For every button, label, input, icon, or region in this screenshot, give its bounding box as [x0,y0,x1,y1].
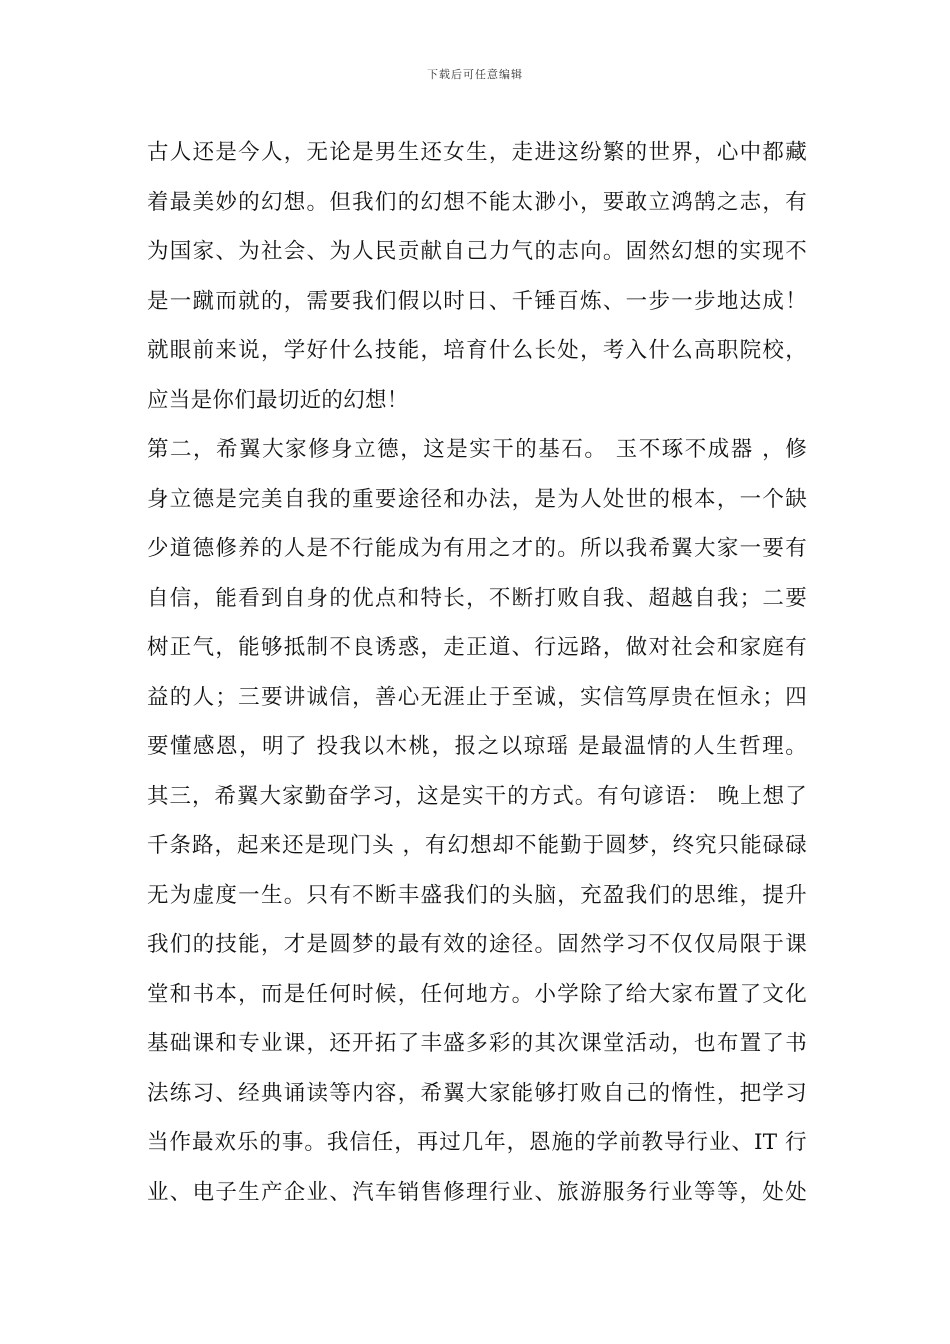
text-line: 为国家、为社会、为人民贡献自己力气的志向。固然幻想的实现不 [147,239,807,264]
text-line: 自信，能看到自身的优点和特长，不断打败自我、超越自我；二要 [147,585,807,611]
text-line: 着最美妙的幻想。但我们的幻想不能太渺小，要敢立鸿鹄之志，有 [147,189,807,215]
text-line: 其三，希翼大家勤奋学习，这是实干的方式。有句谚语： 晚上想了 [147,783,807,809]
text-line: 是一蹴而就的，需要我们假以时日、千锤百炼、一步一步地达成！ [147,288,807,314]
text-line: 古人还是今人，无论是男生还女生，走进这纷繁的世界，心中都藏 [147,140,807,165]
text-line: 堂和书本，而是任何时候，任何地方。小学除了给大家布置了文化 [147,981,807,1007]
text-line: 少道德修养的人是不行能成为有用之才的。所以我希翼大家一要有 [147,536,807,561]
text-line: 益的人；三要讲诚信，善心无涯止于至诚，实信笃厚贵在恒永；四 [147,684,807,710]
text-line: 业、电子生产企业、汽车销售修理行业、旅游服务行业等等，处处 [147,1179,807,1205]
text-line: 我们的技能，才是圆梦的最有效的途径。固然学习不仅仅局限于课 [147,932,807,957]
text-line: 就眼前来说，学好什么技能，培育什么长处，考入什么高职院校， [147,338,807,363]
body-text [147,128,807,1217]
text-line: 应当是你们最切近的幻想！ [147,387,409,413]
text-line: 法练习、经典诵读等内容，希翼大家能够打败自己的惰性，把学习 [147,1080,807,1106]
text-line: 千条路，起来还是现门头 ，有幻想却不能勤于圆梦，终究只能碌碌 [147,833,807,858]
text-line: 树正气，能够抵制不良诱惑，走正道、行远路，做对社会和家庭有 [147,635,807,660]
text-line: 身立德是完美自我的重要途径和办法，是为人处世的根本，一个缺 [147,486,807,512]
text-line: 当作最欢乐的事。我信任，再过几年，恩施的学前教导行业、IT 行 [147,1130,807,1155]
text-line: 基础课和专业课，还开拓了丰盛多彩的其次课堂活动，也布置了书 [147,1031,807,1056]
page-header: 下载后可任意编辑 [427,68,523,81]
text-line: 第二，希翼大家修身立德，这是实干的基石。 玉不琢不成器 ，修 [147,437,807,462]
text-line: 无为虚度一生。只有不断丰盛我们的头脑，充盈我们的思维，提升 [147,882,807,908]
text-line: 要懂感恩，明了 投我以木桃，报之以琼瑶 是最温情的人生哲理。 [147,734,807,759]
